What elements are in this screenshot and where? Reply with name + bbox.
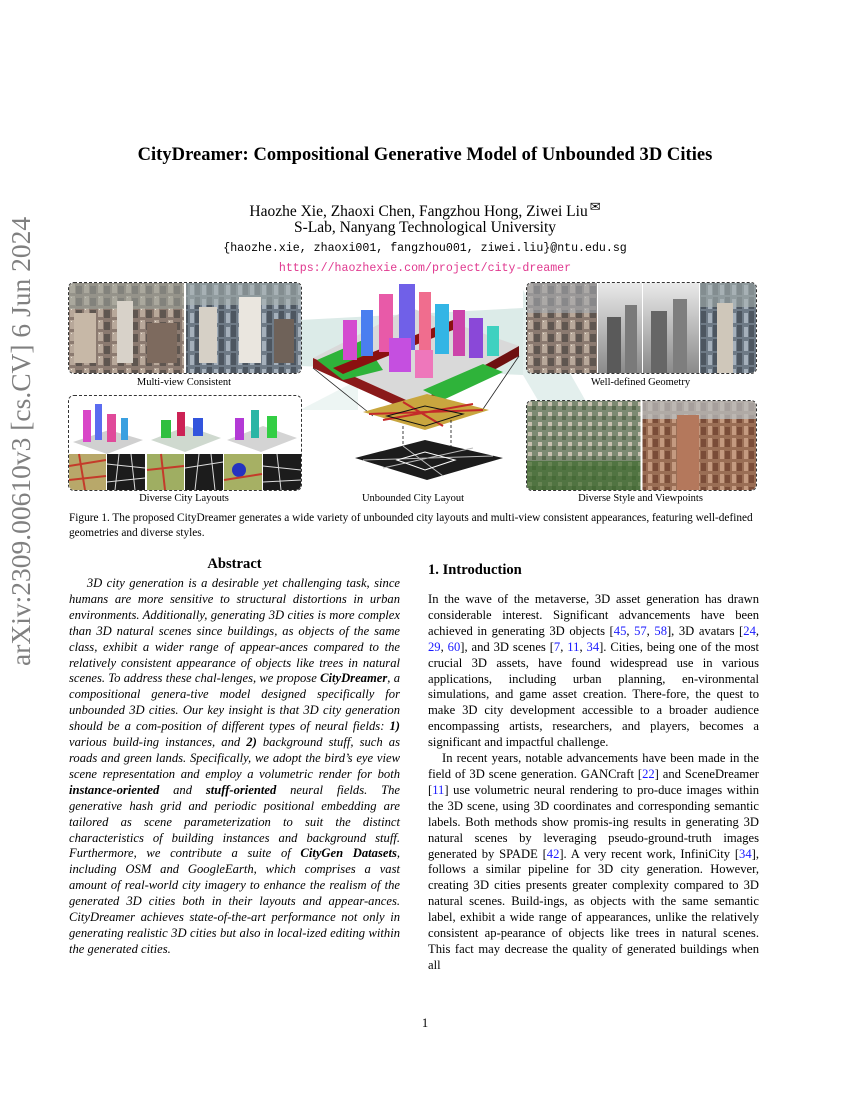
citation-link[interactable]: 34 bbox=[586, 639, 600, 654]
citation-link[interactable]: 58 bbox=[654, 623, 667, 638]
citation-link[interactable]: 11 bbox=[567, 639, 580, 654]
multi-view-renders bbox=[69, 283, 301, 373]
intro-text: ] use volumetric neural rendering to pro-duce images within the 3D scene, using 3D coordinates and corresponding semantic labels. Both methods show promis-ing results in generating 3D natural scenes by leveraging pseudo-ground-truth images generated by SPADE [ bbox=[428, 782, 759, 861]
intro-text: ], 3D avatars [ bbox=[666, 623, 744, 638]
abstract-text: neural fields. The generative hash grid and periodic positional embedding are tailored as scene parameterization to suit the distinct characteristics of building instances and background stuff. Furthermore, we contribute a suite of bbox=[69, 782, 401, 861]
abstract-text: , including OSM and GoogleEarth, which comprises a vast amount of real-world city imagery to enhance the realism of the generated 3D cities both in their layouts and appear-ances. CityDreamer achieves state-of-the-art performance not only in generating realistic 3D cities but also in local-ized editing within the generated cities. bbox=[69, 846, 401, 956]
citation-link[interactable]: 24 bbox=[743, 623, 756, 638]
author-emails: {haozhe.xie, zhaoxi001, fangzhou001, ziwei.liu}@ntu.edu.sg bbox=[223, 242, 627, 255]
label-unbounded-layout: Unbounded City Layout bbox=[361, 493, 465, 504]
styles-panel bbox=[526, 400, 757, 491]
figure-1 bbox=[68, 280, 758, 508]
multi-view-panel bbox=[68, 282, 302, 374]
arxiv-identifier: arXiv:2309.00610v3 [cs.CV] 6 Jun 2024 bbox=[5, 216, 36, 666]
figure-caption: Figure 1. The proposed CityDreamer generates a wide variety of unbounded city layouts and multi-view consistent appearances, featuring well-defined geometries and diverse styles. bbox=[69, 512, 753, 539]
intro-text: ]. Cities, being one of the most crucial 3D assets, have found widespread use in various applications, including urban planning, en-vironmental simulations, and game asset creation. There-fore, the quest to make 3D city development accessible to a broader audience encompassing artists, researchers, and players, becomes a significant and impactful challenge. bbox=[428, 639, 760, 750]
intro-text: In recent years, notable advancements have been made in the field of 3D scene generation. GANCraft [ bbox=[428, 751, 759, 781]
introduction-heading: 1. Introduction bbox=[428, 562, 522, 578]
corresponding-author-mail-icon: ✉ bbox=[589, 199, 601, 214]
abstract-text: 3D city generation is a desirable yet challenging task, since humans are more sensitive to structural distortions in urban environments. Additionally, generating 3D cities is more complex than 3D natural scenes since buildings, as objects of the same class, exhibit a wider range of appear-ances compared to the relatively consistent appearance of objects like trees in natural scenes. To address these chal-lenges, we propose bbox=[69, 576, 401, 686]
label-multi-view: Multi-view Consistent bbox=[136, 377, 232, 388]
abstract-body bbox=[69, 576, 400, 958]
abstract-text: , a compositional genera-tive model designed specifically for unbounded 3D cities. Our key insight is that 3D city generation should be a com-position of different types of neural fields: bbox=[69, 671, 401, 734]
citation-link[interactable]: 7 bbox=[553, 639, 561, 654]
style-renders bbox=[527, 401, 756, 490]
citation-link[interactable]: 57 bbox=[634, 623, 647, 638]
abstract-bold: 1) bbox=[389, 719, 400, 734]
intro-text: ] and SceneDreamer [ bbox=[428, 766, 759, 797]
project-url-link[interactable]: https://haozhexie.com/project/city-dreamer bbox=[278, 262, 572, 275]
label-diverse-styles: Diverse Style and Viewpoints bbox=[578, 493, 703, 504]
abstract-text: background stuff, such as roads and green lands. Specifically, we adopt the bird’s eye view scene representation and employ a volumetric render for both bbox=[69, 735, 400, 781]
authors-text: Haozhe Xie, Zhaoxi Chen, Fangzhou Hong, Ziwei Liu bbox=[249, 203, 588, 220]
intro-text: In the wave of the metaverse, 3D asset generation has drawn considerable interest. Significant advancements have been achieved in generating 3D objects [ bbox=[428, 592, 759, 638]
citation-link[interactable]: 42 bbox=[546, 846, 560, 861]
abstract-bold: instance-oriented bbox=[69, 782, 160, 797]
abstract-bold: CityDreamer bbox=[320, 671, 388, 686]
abstract-bold: stuff-oriented bbox=[205, 782, 277, 797]
citation-link[interactable]: 29 bbox=[428, 639, 441, 654]
intro-paragraph-1: In the wave of the metaverse, 3D asset generation has drawn considerable interest. Significant advancements have been achieved in generating 3D objects [45, 57, 58], 3D avatars [24, 29, 60], and 3D scenes [7, 11, 34]. Cities, being one of the most crucial 3D assets, have found widespread use in various applications, including urban planning, en-vironmental simulations, and game asset creation. There-fore, the quest to make 3D city development accessible to a broader audience encompassing artists, researchers, and players, becomes a significant and impactful challenge. bbox=[428, 592, 760, 750]
citation-link[interactable]: 22 bbox=[642, 766, 655, 781]
intro-text: ], follows a similar pipeline for 3D city generation. However, creating 3D cities presents greater complexity compared to 3D natural scenes. Build-ings, as objects with the same semantic label, exhibit a wide range of appearances, unlike the relatively consistent ap-pearance of objects like trees in natural scenes. This fact may decrease the quality of generated buildings when all bbox=[428, 846, 759, 972]
label-geometry: Well-defined Geometry bbox=[590, 377, 691, 388]
citation-link[interactable]: 11 bbox=[432, 782, 445, 797]
intro-text: ]. A very recent work, InfiniCity [ bbox=[559, 846, 740, 861]
label-diverse-layouts: Diverse City Layouts bbox=[139, 493, 229, 504]
introduction-body bbox=[428, 592, 759, 974]
affiliation: S-Lab, Nanyang Technological University bbox=[293, 219, 557, 236]
abstract-text: various build-ing instances, and bbox=[69, 735, 247, 750]
layouts-panel bbox=[68, 395, 302, 491]
abstract-bold: 2) bbox=[246, 735, 257, 750]
generated-city-render bbox=[303, 280, 528, 495]
citation-link[interactable]: 34 bbox=[739, 846, 752, 861]
abstract-text: and bbox=[159, 782, 206, 797]
intro-paragraph-2 bbox=[428, 751, 759, 974]
layout-samples bbox=[69, 396, 301, 490]
citation-link[interactable]: 45 bbox=[613, 623, 627, 638]
abstract-heading: Abstract bbox=[207, 556, 262, 572]
author-list bbox=[60, 199, 790, 221]
page-number: 1 bbox=[421, 1016, 429, 1030]
intro-text: ], and 3D scenes [ bbox=[460, 639, 554, 654]
geometry-panel bbox=[526, 282, 757, 374]
abstract-bold: CityGen Datasets bbox=[300, 846, 397, 861]
paper-title: CityDreamer: Compositional Generative Model of Unbounded 3D Cities bbox=[137, 145, 713, 165]
citation-link[interactable]: 60 bbox=[447, 639, 461, 654]
geometry-renders bbox=[527, 283, 756, 373]
